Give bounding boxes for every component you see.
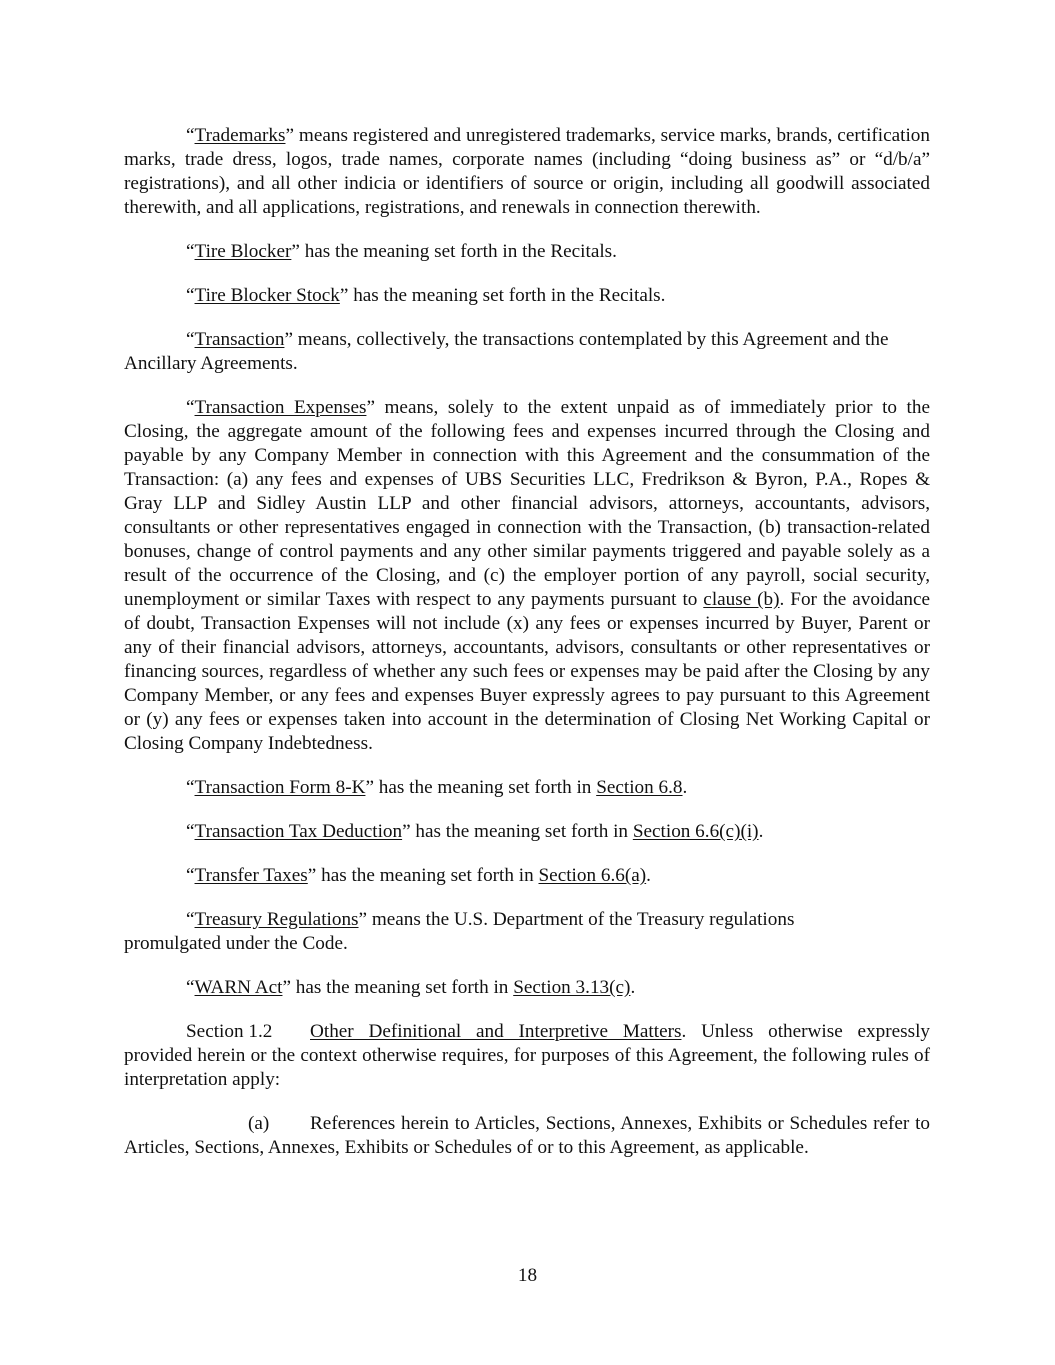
close-quote: ” (402, 821, 411, 842)
definition-transaction-tax-deduction (124, 820, 930, 844)
definition-tire-blocker-stock (124, 284, 930, 308)
defined-term: Trademarks (194, 125, 286, 146)
period: . (682, 777, 688, 798)
defined-term: Treasury Regulations (194, 909, 359, 930)
definition-warn-act (124, 976, 930, 1000)
definition-text: has the meaning set forth in the Recitals. (299, 241, 617, 262)
close-quote: ” (339, 285, 349, 306)
close-quote: ” (366, 397, 375, 418)
definition-text: means the U.S. Department of the Treasury regulations promulgated under the Code. (124, 909, 795, 954)
page-number: 18 (517, 1265, 538, 1286)
definition-transaction (124, 328, 930, 376)
definition-transaction-form-8k (124, 776, 930, 800)
clause-text: References herein to Articles, Sections, Annexes, Exhibits or Schedules refer to Articles, Sections, Annexes, Exhibits or Schedules of or to this Agreement, as applicable. (124, 1113, 930, 1158)
close-quote: ” (291, 241, 300, 262)
cross-reference[interactable]: Section 6.6(c)(i) (632, 821, 759, 842)
open-quote: “ (186, 777, 195, 798)
open-quote: “ (186, 909, 195, 930)
definition-text: has the meaning set forth in (373, 777, 597, 798)
close-quote: ” (284, 329, 293, 350)
definition-treasury-regulations (124, 908, 930, 956)
close-quote: ” (282, 977, 291, 998)
defined-term: Tire Blocker (194, 241, 292, 262)
definition-text: means registered and unregistered trademarks, service marks, brands, certification marks, trade dress, logos, trade names, corporate names (including “doing business as” or “d/b/a” registrations), and all other indicia or identifiers of source or origin, including all goodwill associated therewith, and all applications, registrations, and renewals in connection therewith. (124, 125, 930, 218)
clause-a (124, 1112, 930, 1160)
cross-reference[interactable]: Section 6.6(a) (538, 865, 647, 886)
definition-transfer-taxes (124, 864, 930, 888)
period: . (630, 977, 636, 998)
close-quote: ” (307, 865, 317, 886)
definition-text: has the meaning set forth in (291, 977, 514, 998)
defined-term: Tire Blocker Stock (194, 285, 340, 306)
section-title: Other Definitional and Interpretive Matters (310, 1021, 682, 1042)
close-quote: ” (285, 125, 295, 146)
open-quote: “ (186, 285, 195, 306)
clause-label: (a) (248, 1113, 270, 1134)
definition-text: has the meaning set forth in (316, 865, 539, 886)
open-quote: “ (186, 397, 195, 418)
definition-transaction-expenses (124, 396, 930, 756)
open-quote: “ (186, 241, 195, 262)
period: . (758, 821, 764, 842)
definition-text: means, solely to the extent unpaid as of immediately prior to the Closing, the aggregate amount of the following fees and expenses incurred through the Closing and payable by any Company Member in connection with this Agreement and the consummation of the Transaction: (a) any fees and expenses of UBS Securities LLC, Fredrikson & Byron, P.A., Ropes & Gray LLP and Sidley Austin LLP and other financial advisors, attorneys, accountants, advisors, consultants or other representatives engaged in connection with the Transaction, (b) transaction-related bonuses, change of control payments and any other similar payments triggered and payable solely as a result of the occurrence of the Closing, and (c) the employer portion of any payroll, social security, unemployment or similar Taxes with respect to any payments pursuant to (124, 397, 930, 610)
defined-term: Transaction Tax Deduction (194, 821, 403, 842)
open-quote: “ (186, 329, 195, 350)
defined-term: Transfer Taxes (194, 865, 308, 886)
close-quote: ” (365, 777, 374, 798)
cross-reference[interactable]: Section 3.13(c) (513, 977, 631, 998)
defined-term: Transaction Expenses (194, 397, 367, 418)
open-quote: “ (186, 865, 195, 886)
defined-term: Transaction (194, 329, 285, 350)
definition-trademarks (124, 124, 930, 220)
cross-reference[interactable]: clause (b) (703, 589, 780, 610)
close-quote: ” (358, 909, 368, 930)
section-1-2 (124, 1020, 930, 1092)
definition-tire-blocker (124, 240, 930, 264)
definition-text: has the meaning set forth in (410, 821, 633, 842)
defined-term: WARN Act (194, 977, 283, 998)
cross-reference[interactable]: Section 6.8 (596, 777, 683, 798)
open-quote: “ (186, 977, 195, 998)
defined-term: Transaction Form 8-K (194, 777, 366, 798)
definition-text: has the meaning set forth in the Recitals. (348, 285, 666, 306)
section-text: . Unless otherwise expressly provided herein or the context otherwise requires, for purposes of this Agreement, the following rules of interpretation apply: (124, 1021, 930, 1090)
open-quote: “ (186, 821, 195, 842)
definition-text: means, collectively, the transactions contemplated by this Agreement and the Ancillary Agreements. (124, 329, 889, 374)
open-quote: “ (186, 125, 195, 146)
definition-text: . For the avoidance of doubt, Transaction Expenses will not include (x) any fees or expenses incurred by Buyer, Parent or any of their financial advisors, attorneys, accountants, advisors, consultants or other representatives or financing sources, regardless of whether any such fees or expenses may be paid after the Closing by any Company Member, or any fees and expenses Buyer expressly agrees to pay pursuant to this Agreement or (y) any fees or expenses taken into account in the determination of Closing Net Working Capital or Closing Company Indebtedness. (124, 589, 930, 754)
period: . (646, 865, 651, 886)
document-page (124, 124, 930, 1180)
section-number: Section 1.2 (186, 1021, 273, 1042)
